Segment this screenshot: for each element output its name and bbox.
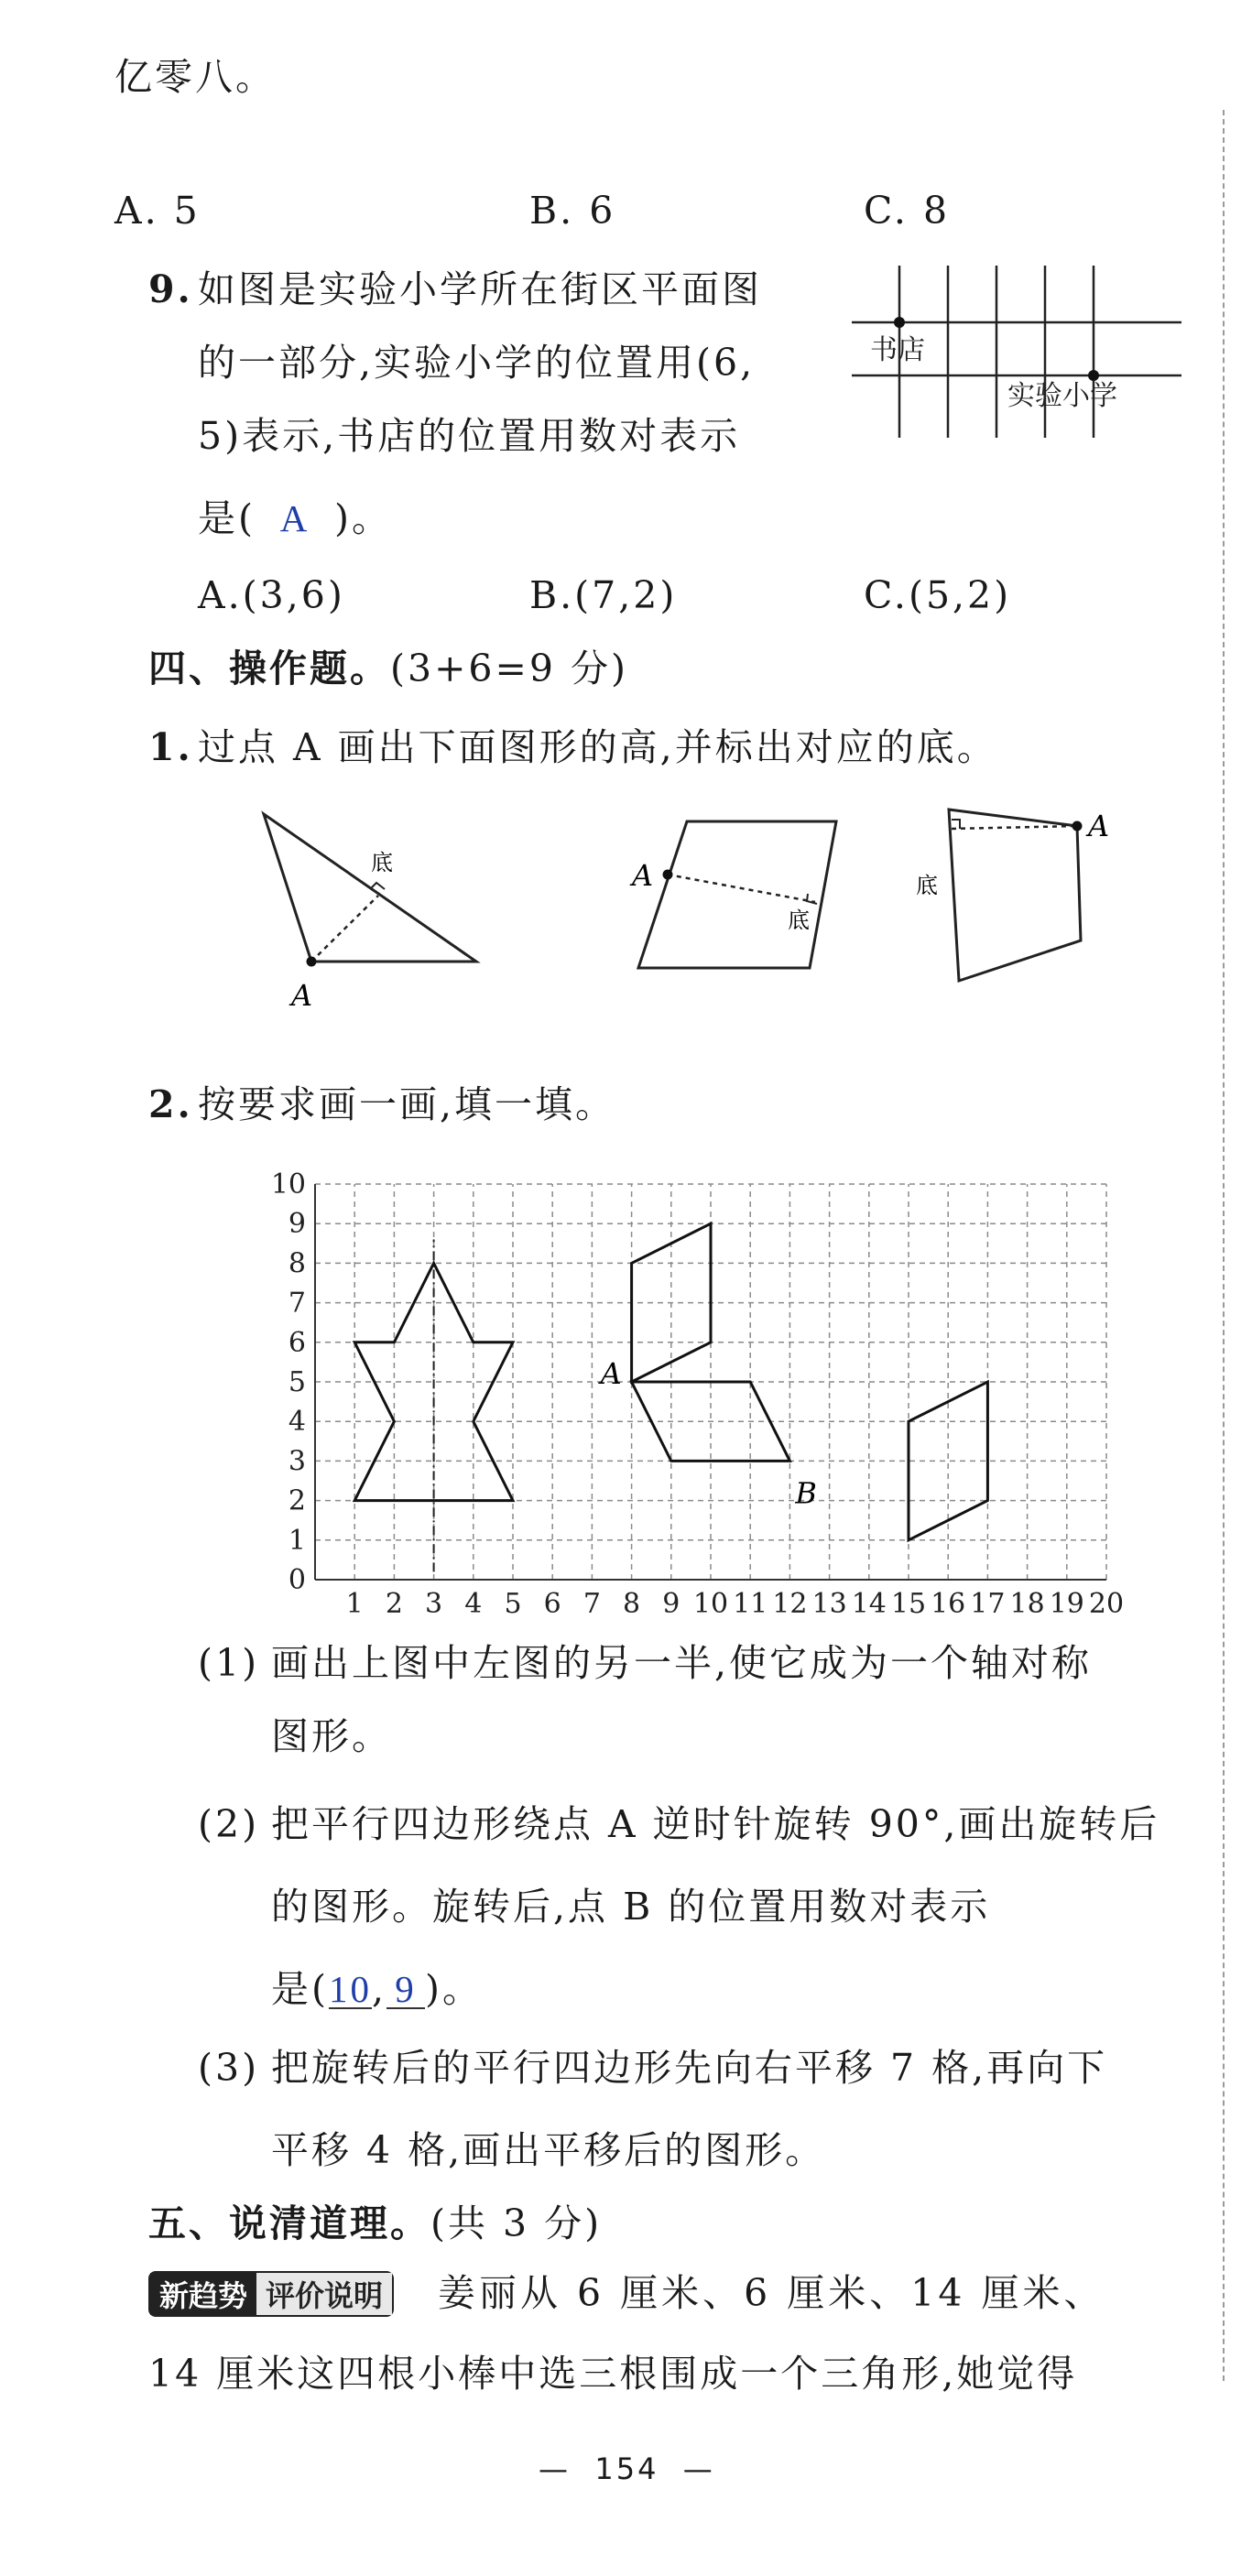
- p2-s3-line2: 平移 4 格,画出平移后的图形。: [271, 2128, 826, 2172]
- y-tick-label: 4: [288, 1406, 306, 1439]
- x-tick-label: 20: [1088, 1588, 1125, 1620]
- p1-figures: [247, 801, 1163, 1021]
- p1-text: 过点 A 画出下面图形的高,并标出对应的底。: [198, 725, 997, 769]
- p1-number: 1.: [148, 725, 193, 769]
- q9-line3: 5)表示,书店的位置用数对表示: [198, 414, 741, 458]
- p2-s2-answer-y: 9: [386, 1971, 425, 2009]
- trapezoid-label-base: 底: [916, 873, 938, 898]
- q9-option-c: C.(5,2): [864, 573, 1012, 617]
- x-tick-label: 2: [385, 1588, 403, 1620]
- x-tick-label: 12: [772, 1588, 808, 1620]
- y-tick-label: 7: [288, 1287, 306, 1320]
- p2-s3-number: (3): [198, 2046, 260, 2090]
- y-tick-label: 1: [288, 1524, 306, 1557]
- triangle-height: [311, 896, 378, 962]
- trapezoid-point-a: [1072, 821, 1083, 831]
- q8-tail: 亿零八。: [114, 55, 276, 99]
- p2-s2-number: (2): [198, 1802, 260, 1846]
- x-tick-label: 15: [890, 1588, 927, 1620]
- q9-line2: 的一部分,实验小学的位置用(6,: [198, 341, 756, 385]
- triangle-label-base: 底: [371, 850, 393, 875]
- map-label-bookstore: 书店: [870, 334, 925, 366]
- trend-badge: [148, 2271, 394, 2317]
- page-number: 154: [594, 2451, 659, 2486]
- section5-line2: 14 厘米这四根小棒中选三根围成一个三角形,她觉得: [148, 2352, 1078, 2396]
- section5-line1: 姜丽从 6 厘米、6 厘米、14 厘米、: [438, 2271, 1105, 2315]
- y-tick-label: 3: [288, 1445, 306, 1478]
- q8-option-c: C. 8: [864, 189, 951, 233]
- triangle-shape: [264, 814, 476, 962]
- map-label-school: 实验小学: [1007, 380, 1117, 412]
- parallelogram-label-base: 底: [788, 908, 810, 933]
- x-tick-label: 5: [504, 1588, 522, 1620]
- x-tick-label: 6: [543, 1588, 561, 1620]
- trapezoid-height: [952, 826, 1077, 829]
- q9-line4: 是( A )。: [198, 496, 392, 540]
- x-tick-label: 1: [345, 1588, 364, 1620]
- coordinate-grid: [256, 1149, 1125, 1620]
- q9-option-a: A.(3,6): [198, 573, 345, 617]
- p2-s2-line2: 的图形。旋转后,点 B 的位置用数对表示: [271, 1885, 991, 1929]
- p2-number: 2.: [148, 1082, 193, 1126]
- p2-s2-answer-x: 10: [329, 1968, 372, 2010]
- parallelogram-point-a: [663, 870, 673, 880]
- q8-option-a: A. 5: [114, 189, 201, 233]
- x-tick-label: 17: [970, 1588, 1006, 1620]
- grid-label-b: B: [795, 1475, 817, 1511]
- q9-number: 9.: [148, 267, 193, 311]
- x-tick-label: 8: [623, 1588, 641, 1620]
- q9-answer: A: [279, 497, 310, 539]
- triangle-point-a: [307, 957, 317, 967]
- y-tick-label: 6: [288, 1326, 306, 1359]
- bookstore-point: [894, 317, 905, 328]
- x-tick-label: 7: [582, 1588, 601, 1620]
- parallelogram-height: [668, 875, 815, 902]
- x-tick-label: 16: [931, 1588, 966, 1620]
- badge-evaluation: 评价说明: [256, 2273, 392, 2315]
- parallelogram-right-angle: [807, 894, 817, 904]
- triangle-label-a: A: [291, 978, 313, 1013]
- x-tick-label: 11: [733, 1588, 768, 1620]
- x-tick-label: 10: [692, 1588, 729, 1620]
- x-tick-label: 14: [851, 1588, 887, 1620]
- y-tick-label: 2: [288, 1484, 306, 1517]
- grid-label-a: A: [600, 1356, 622, 1391]
- y-tick-label: 0: [288, 1564, 306, 1596]
- p2-s1-line1: 画出上图中左图的另一半,使它成为一个轴对称: [271, 1641, 1093, 1685]
- p2-s2-line1: 把平行四边形绕点 A 逆时针旋转 90°,画出旋转后: [271, 1802, 1160, 1846]
- section4-title: 四、操作题。(3+6=9 分): [148, 647, 628, 690]
- p2-s2-line3: 是(10, 9 )。: [271, 1967, 484, 2011]
- parallelogram-shape: [638, 821, 836, 968]
- x-tick-label: 9: [662, 1588, 680, 1620]
- x-tick-label: 18: [1009, 1588, 1045, 1620]
- page-number-row: — 154 —: [539, 2451, 715, 2486]
- margin-divider: [1223, 110, 1225, 2381]
- y-tick-label: 8: [288, 1247, 306, 1280]
- trapezoid-right-angle: [952, 820, 960, 829]
- x-tick-label: 4: [464, 1588, 483, 1620]
- q9-line1: 如图是实验小学所在街区平面图: [198, 267, 762, 311]
- section5-title: 五、说清道理。(共 3 分): [148, 2201, 603, 2245]
- x-tick-label: 3: [425, 1588, 443, 1620]
- p2-s1-line2: 图形。: [271, 1714, 392, 1758]
- x-tick-label: 13: [811, 1588, 847, 1620]
- triangle-right-angle: [370, 883, 385, 889]
- badge-new-trend: 新趋势: [150, 2273, 256, 2315]
- q8-option-b: B. 6: [529, 189, 616, 233]
- y-tick-label: 9: [288, 1208, 306, 1241]
- parallelogram-label-a: A: [632, 858, 654, 893]
- trapezoid-label-a: A: [1088, 809, 1110, 843]
- street-map: [843, 256, 1209, 449]
- q9-option-b: B.(7,2): [529, 573, 678, 617]
- y-tick-label: 10: [270, 1168, 306, 1201]
- y-tick-label: 5: [288, 1366, 306, 1398]
- p2-s3-line1: 把旋转后的平行四边形先向右平移 7 格,再向下: [271, 2046, 1108, 2090]
- p2-text: 按要求画一画,填一填。: [198, 1082, 616, 1126]
- p2-s1-number: (1): [198, 1641, 260, 1685]
- x-tick-label: 19: [1049, 1588, 1084, 1620]
- trapezoid-shape: [949, 810, 1081, 981]
